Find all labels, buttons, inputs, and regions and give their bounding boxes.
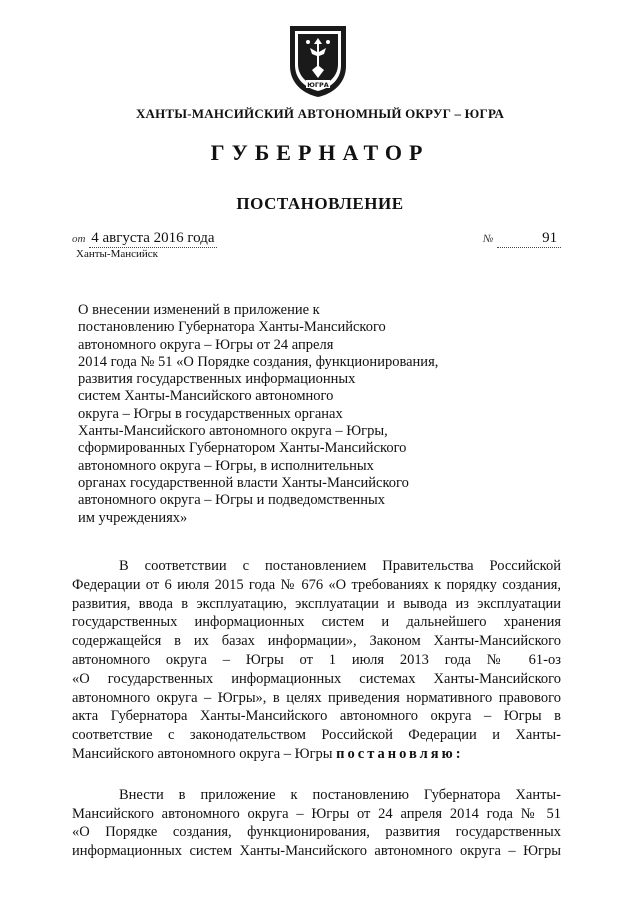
body-line: В соответствии с постановлением Правительства Российской [119, 558, 561, 574]
body-line: автономного округа – Югры от 1 июля 2013 года № 61-оз [72, 651, 561, 668]
date-prefix: от [72, 233, 86, 245]
subject-line: автономного округа – Югры, в исполнительных [78, 457, 374, 474]
subject-line: О внесении изменений в приложение к [78, 302, 320, 318]
subject-line: 2014 года № 51 «О Порядке создания, функционирования, [78, 353, 439, 370]
document-body [72, 557, 561, 861]
number-prefix: № [483, 233, 494, 245]
organization-name: ХАНТЫ-МАНСИЙСКИЙ АВТОНОМНЫЙ ОКРУГ – ЮГРА [135, 106, 505, 121]
body-line: «О государственных информационных системах Ханты-Мансийского [72, 670, 561, 687]
subject-line: автономного округа – Югры от 24 апреля [78, 336, 334, 353]
body-line: «О Порядке создания, функционирования, развития государственных [72, 824, 561, 841]
document-date: 4 августа 2016 года [89, 229, 217, 248]
resolve-word: постановляю: [336, 745, 464, 762]
coat-of-arms-emblem [286, 22, 350, 98]
body-line: Мансийского автономного округа – Югры от 24 апреля 2014 года № 51 [72, 805, 561, 822]
document-type: ПОСТАНОВЛЕНИЕ [236, 194, 404, 213]
body-line: автономного округа – Югры», в целях приведения нормативного правового [72, 689, 561, 706]
subject-line: постановлению Губернатора Ханты-Мансийского [78, 319, 386, 336]
resolution-paragraph [72, 786, 561, 861]
body-line: Федерации от 6 июля 2015 года № 676 «О требованиях к порядку создания, [72, 576, 561, 593]
issue-city: Ханты-Мансийск [76, 248, 159, 260]
number-line [483, 229, 561, 248]
subject-line: округа – Югры в государственных органах [78, 405, 343, 422]
body-line: акта Губернатора Ханты-Мансийского автономного округа – Югры в [72, 708, 561, 725]
body-line-final [72, 745, 561, 764]
subject-line: Ханты-Мансийского автономного округа – Югры, [78, 423, 388, 440]
issuer-title: ГУБЕРНАТОР [210, 140, 430, 165]
body-line: государственных информационных систем и дальнейшего хранения [72, 614, 561, 631]
subject-line: систем Ханты-Мансийского автономного [78, 388, 334, 405]
document-subject [78, 302, 458, 527]
body-line: Внести в приложение к постановлению Губернатора Ханты- [119, 786, 561, 803]
subject-line: развития государственных информационных [78, 371, 356, 388]
document-number: 91 [497, 229, 561, 248]
preamble-paragraph [72, 557, 561, 764]
subject-line: органах государственной власти Ханты-Мансийского [78, 474, 409, 491]
subject-line: автономного округа – Югры и подведомственных [78, 492, 386, 509]
subject-line: им учреждениях» [78, 509, 188, 526]
body-line: информационных систем Ханты-Мансийского автономного округа – Югры [72, 843, 561, 860]
body-line: соответствие с законодательством Российской Федерации и Ханты- [72, 727, 561, 744]
body-line-text: Мансийского автономного округа – Югры [72, 745, 333, 762]
body-line: содержащейся в их базах информации», Законом Ханты-Мансийского [72, 633, 561, 650]
subject-line: сформированных Губернатором Ханты-Мансийского [78, 440, 407, 457]
emblem-label: ЮГРА [307, 81, 329, 89]
date-line [72, 229, 217, 248]
body-line: развития, ввода в эксплуатацию, эксплуатации и вывода из эксплуатации [72, 595, 561, 612]
